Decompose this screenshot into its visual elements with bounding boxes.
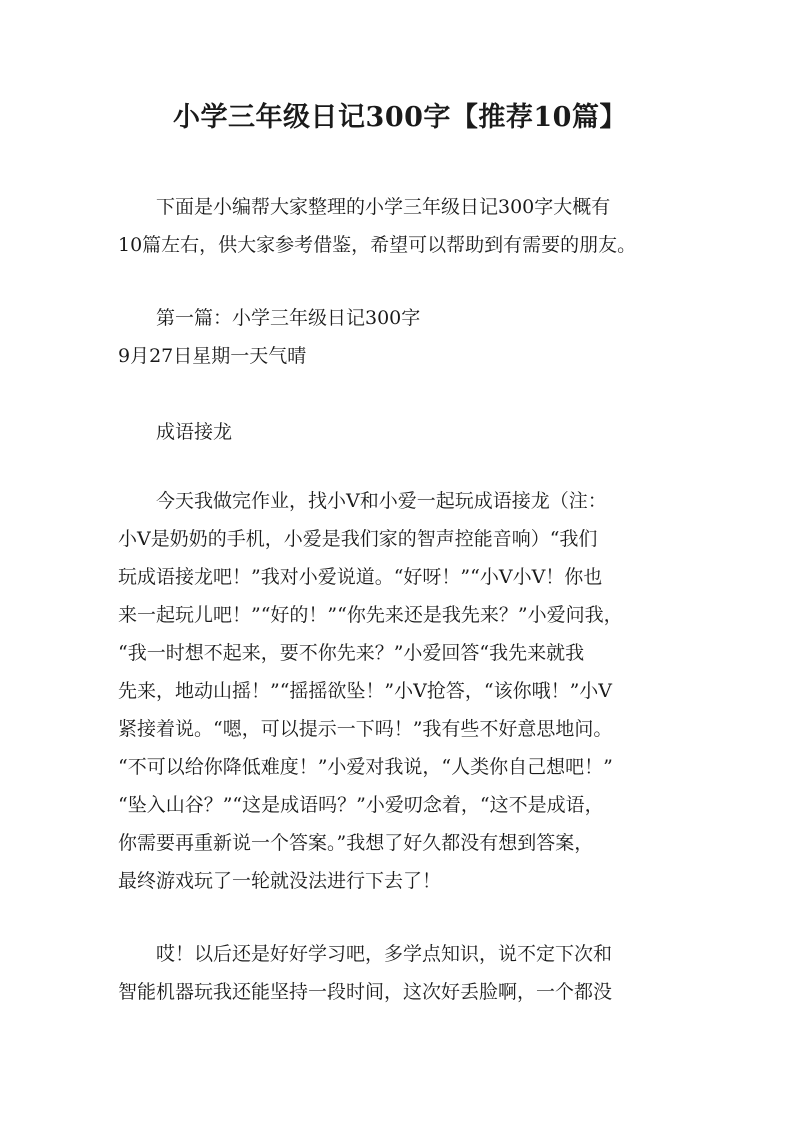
- paragraph-line: “不可以给你降低难度！”小爱对我说，“人类你自己想吧！”: [118, 756, 613, 778]
- intro-line: 下面是小编帮大家整理的小学三年级日记300字大概有: [156, 196, 611, 218]
- paragraph-line: 哎！以后还是好好学习吧，多学点知识，说不定下次和: [156, 943, 613, 965]
- date-line: 9月27日星期一天气晴: [118, 345, 307, 367]
- section-heading: 第一篇：小学三年级日记300字: [156, 307, 421, 329]
- intro-paragraph: [118, 188, 690, 264]
- paragraph-line: 玩成语接龙吧！”我对小爱说道。“好呀！”“小V小V！你也: [118, 566, 603, 588]
- intro-line: 10篇左右，供大家参考借鉴，希望可以帮助到有需要的朋友。: [118, 234, 637, 256]
- paragraph-line: 智能机器玩我还能坚持一段时间，这次好丢脸啊，一个都没: [118, 981, 613, 1003]
- paragraph-line: “坠入山谷？”“这是成语吗？”小爱叨念着，“这不是成语，: [118, 794, 604, 816]
- paragraph-line: 先来，地动山摇！”“摇摇欲坠！”小V抢答，“该你哦！”小V: [118, 680, 613, 702]
- paragraph-line: 来一起玩儿吧！”“好的！”“你先来还是我先来？”小爱问我，: [118, 604, 623, 626]
- paragraph-line: 最终游戏玩了一轮就没法进行下去了！: [118, 870, 442, 892]
- paragraph-line: 小V是奶奶的手机，小爱是我们家的智声控能音响）“我们: [118, 528, 598, 550]
- body-paragraph-2: [118, 935, 690, 1011]
- paragraph-line: 你需要再重新说一个答案。”我想了好久都没有想到答案，: [118, 832, 594, 854]
- paragraph-line: “我一时想不起来，要不你先来？”小爱回答“我先来就我: [118, 642, 585, 664]
- paragraph-line: 紧接着说。“嗯，可以提示一下吗！”我有些不好意思地问。: [118, 718, 613, 740]
- body-paragraph-1: [118, 482, 690, 900]
- diary-subheading: 成语接龙: [156, 421, 233, 443]
- paragraph-line: 今天我做完作业，找小V和小爱一起玩成语接龙（注：: [156, 490, 607, 512]
- document-title: 小学三年级日记300字【推荐10篇】: [173, 102, 627, 133]
